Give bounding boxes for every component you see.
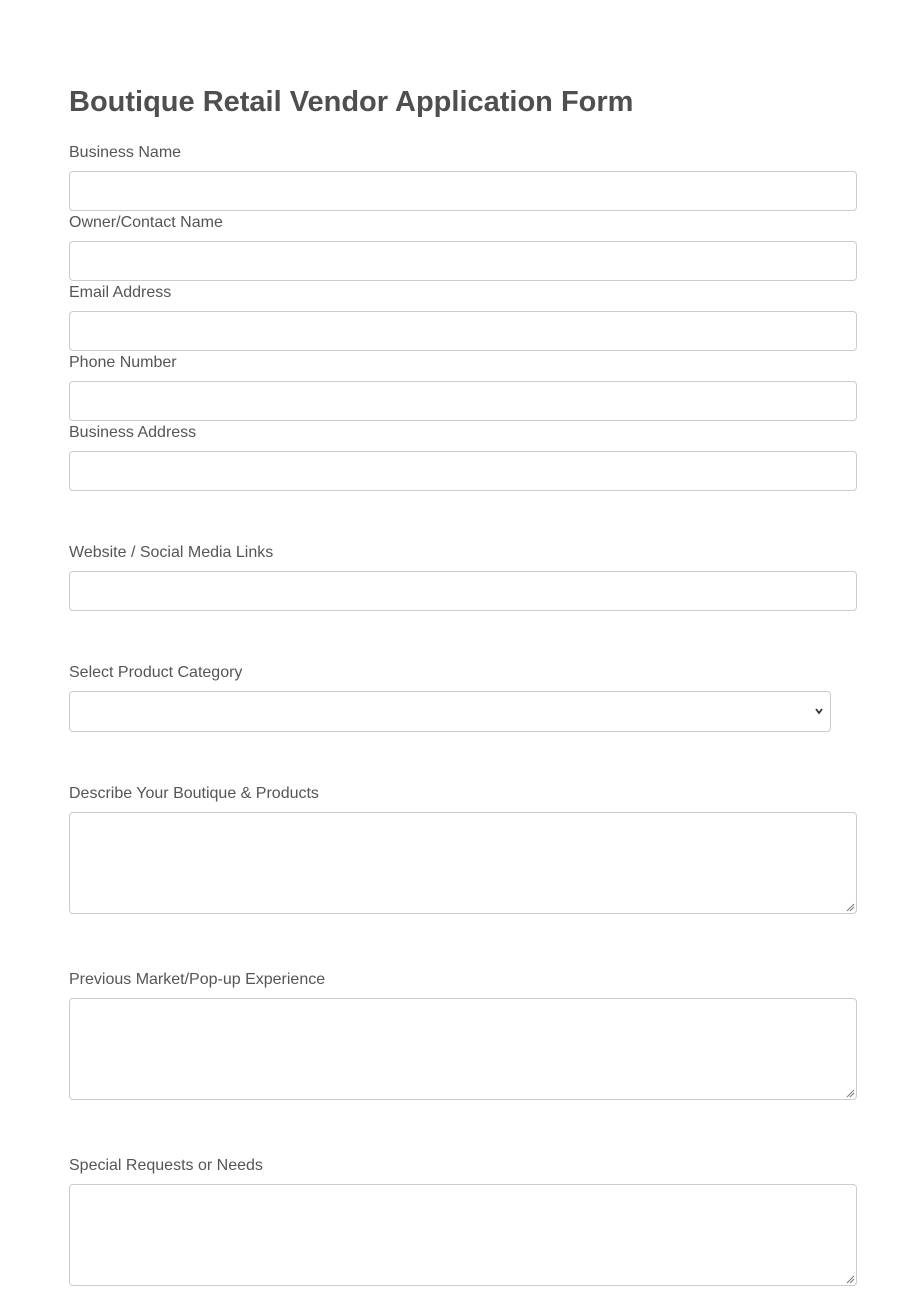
resize-handle-icon[interactable] <box>846 1089 855 1098</box>
describe-boutique-textarea[interactable] <box>69 812 857 914</box>
page-title: Boutique Retail Vendor Application Form <box>69 86 634 118</box>
owner-contact-name-label: Owner/Contact Name <box>69 214 223 231</box>
product-category-label: Select Product Category <box>69 664 243 681</box>
owner-contact-name-input[interactable] <box>69 241 857 281</box>
describe-boutique-label: Describe Your Boutique & Products <box>69 785 319 802</box>
phone-number-input[interactable] <box>69 381 857 421</box>
resize-handle-icon[interactable] <box>846 1275 855 1284</box>
chevron-down-icon <box>814 704 824 718</box>
email-address-label: Email Address <box>69 284 172 301</box>
business-name-input[interactable] <box>69 171 857 211</box>
special-requests-textarea[interactable] <box>69 1184 857 1286</box>
business-address-label: Business Address <box>69 424 197 441</box>
phone-number-label: Phone Number <box>69 354 177 371</box>
business-address-input[interactable] <box>69 451 857 491</box>
email-address-input[interactable] <box>69 311 857 351</box>
website-social-links-input[interactable] <box>69 571 857 611</box>
resize-handle-icon[interactable] <box>846 903 855 912</box>
website-social-links-label: Website / Social Media Links <box>69 544 274 561</box>
business-name-label: Business Name <box>69 144 182 161</box>
previous-experience-label: Previous Market/Pop-up Experience <box>69 971 326 988</box>
special-requests-label: Special Requests or Needs <box>69 1157 263 1174</box>
previous-experience-textarea[interactable] <box>69 998 857 1100</box>
product-category-select[interactable] <box>69 691 831 732</box>
